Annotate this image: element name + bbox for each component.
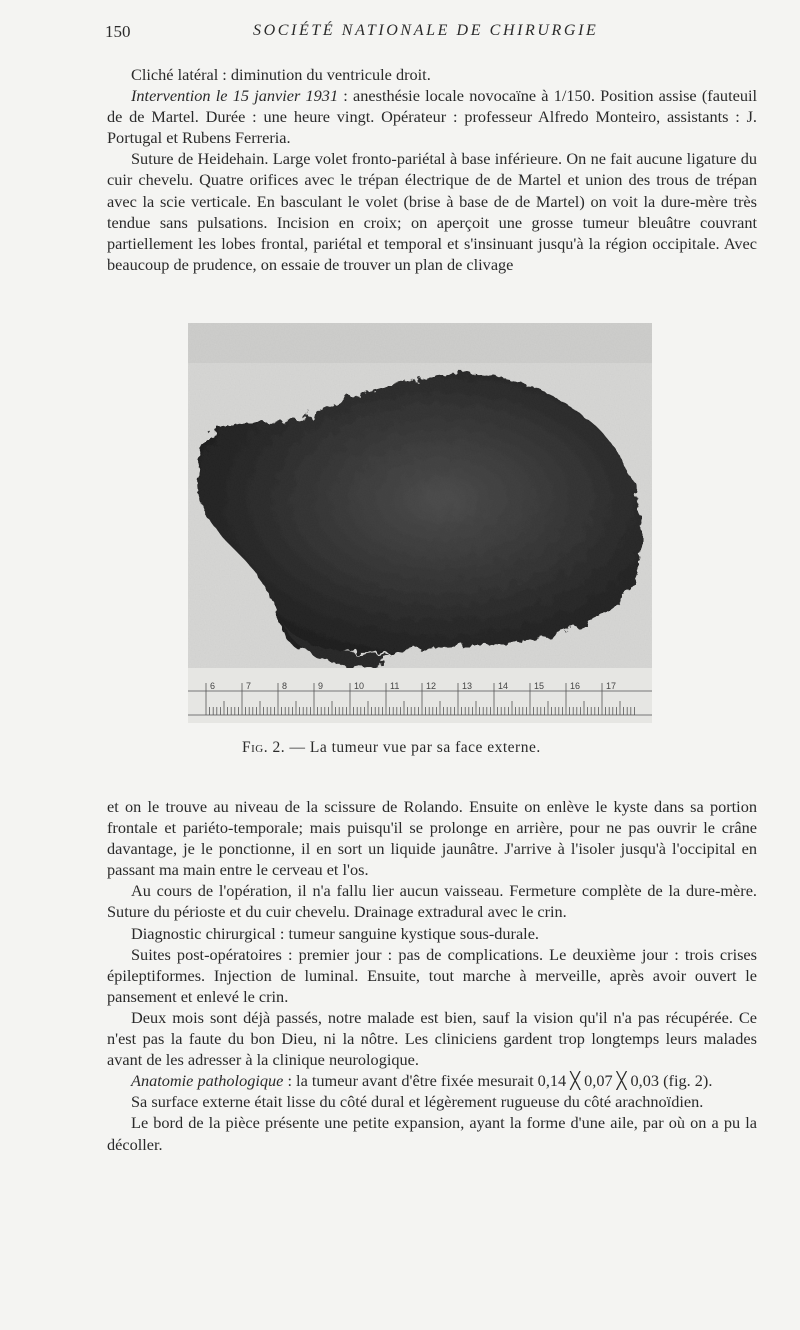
- ruler-number: 15: [534, 681, 545, 691]
- ruler-number: 7: [246, 681, 252, 691]
- page-header: [105, 22, 755, 44]
- ruler-number: 17: [606, 681, 617, 691]
- ruler-number: 16: [570, 681, 581, 691]
- ruler-number: 10: [354, 681, 365, 691]
- body-text-bottom: [107, 796, 757, 1155]
- paragraph: Au cours de l'opération, il n'a fallu lier aucun vaisseau. Fermeture complète de la dure-mère. Suture du périoste et du cuir chevelu. Drainage extradural avec le crin.: [107, 881, 757, 922]
- ruler-number: 13: [462, 681, 473, 691]
- photo-illustration: [188, 323, 652, 723]
- paragraph: Sa surface externe était lisse du côté dural et légèrement rugueuse du côté arachnoïdien.: [131, 1092, 704, 1112]
- ruler-number: 6: [210, 681, 216, 691]
- ruler-number: 8: [282, 681, 288, 691]
- paragraph: Deux mois sont déjà passés, notre malade est bien, sauf la vision qu'il n'a pas récupérée. Ce n'est pas la faute du bon Dieu, ni la nôtre. Les cliniciens gardent trop longtemps leurs malades avant de les adresser à la clinique neurologique.: [107, 1007, 757, 1070]
- ruler-number: 14: [498, 681, 509, 691]
- measuring-ruler: [188, 668, 652, 723]
- running-title: SOCIÉTÉ NATIONALE DE CHIRURGIE: [253, 22, 599, 39]
- paragraph-text: : anesthésie locale novocaïne à 1/150. Position assise (fauteuil de de Martel. Durée : une heure vingt. Opérateur : professeur Alfredo Monteiro, assistants : J. Portugal et Rubens Ferreria.: [107, 86, 758, 148]
- paragraph: Cliché latéral : diminution du ventricule droit.: [131, 65, 431, 84]
- paragraph: [107, 85, 757, 148]
- paragraph: Le bord de la pièce présente une petite expansion, ayant la forme d'une aile, par où on a pu la décoller.: [107, 1113, 757, 1154]
- tumor-photograph: [188, 323, 652, 723]
- page-number: 150: [105, 22, 131, 41]
- section-label: Anatomie pathologique: [131, 1071, 284, 1091]
- paragraph-text: : la tumeur avant d'être fixée mesurait 0,14 ╳ 0,07 ╳ 0,03 (fig. 2).: [283, 1071, 713, 1091]
- figure-label: Fig. 2.: [242, 739, 286, 756]
- intervention-label: Intervention le 15 janvier 1931: [131, 86, 339, 106]
- paragraph: Diagnostic chirurgical : tumeur sanguine kystique sous-durale.: [131, 923, 539, 943]
- paragraph: [107, 1070, 757, 1091]
- body-text-top: [107, 64, 757, 275]
- ruler-number: 11: [390, 681, 400, 691]
- paragraph: et on le trouve au niveau de la scissure de Rolando. Ensuite on enlève le kyste dans sa portion frontale et pariéto-temporale; mais puisqu'il se prolonge en arrière, pour ne pas ouvrir le crâne davantage, je le ponctionne, il en sort un liquide jaunâtre. J'arrive à l'isoler jusqu'à l'occipital en passant ma main entre le cerveau et l'os.: [107, 797, 757, 880]
- figure-caption: [242, 739, 541, 757]
- paragraph: Suture de Heidehain. Large volet fronto-pariétal à base inférieure. On ne fait aucune ligature du cuir chevelu. Quatre orifices avec le trépan électrique de de Martel et union des trous de trépan avec la scie verticale. En basculant le volet (brise à base de de Martel) on voit la dure-mère très tendue sans pulsations. Incision en croix; on aperçoit une grosse tumeur bleuâtre couvrant partiellement les lobes frontal, pariétal et temporal et s'insinuant jusqu'à la région occipitale. Avec beaucoup de prudence, on essaie de trouver un plan de clivage: [107, 149, 757, 274]
- caption-text: — La tumeur vue par sa face externe.: [285, 739, 541, 756]
- ruler-number: 9: [318, 681, 324, 691]
- paragraph: Suites post-opératoires : premier jour : pas de complications. Le deuxième jour : trois crises épileptiformes. Injection de luminal. Ensuite, tout marche à merveille, après avoir ouvert le pansement et enlevé le crin.: [107, 944, 757, 1006]
- ruler-number: 12: [426, 681, 437, 691]
